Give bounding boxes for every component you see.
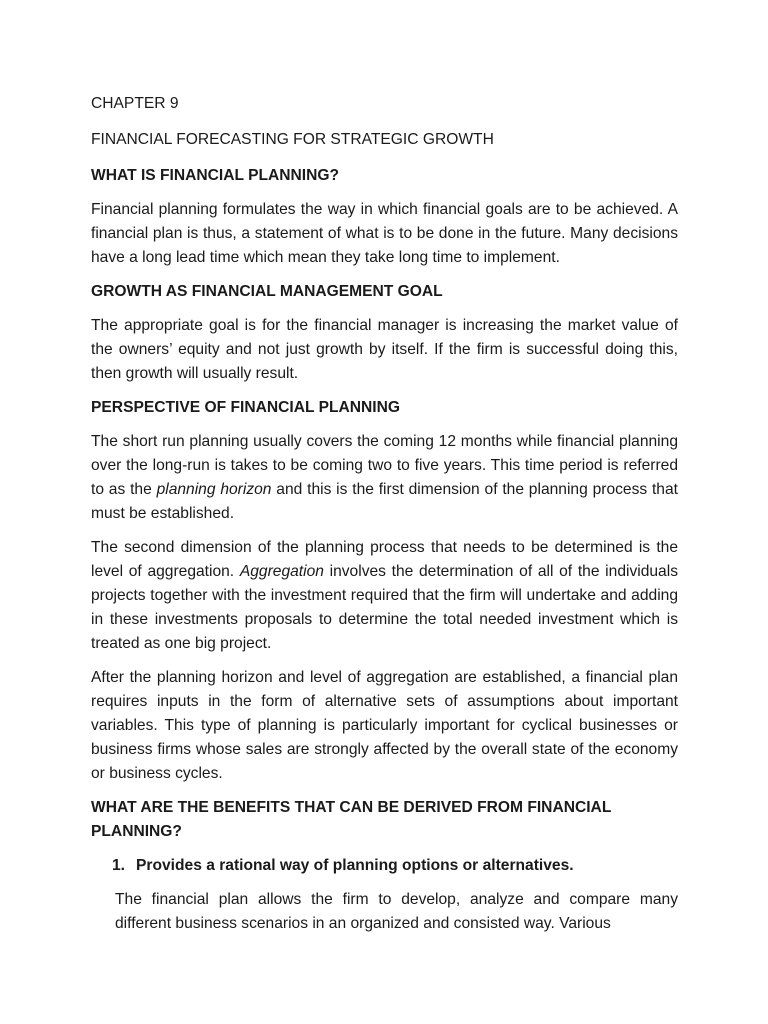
paragraph-aggregation: [91, 536, 678, 656]
paragraph-text: involves the determination of all of the individuals projects together with the investment required that the firm will undertake and adding in these investments proposals to determine the total needed investment which is treated as one big project.: [91, 563, 678, 652]
paragraph-benefit-1: The financial plan allows the firm to develop, analyze and compare many different business scenarios in an organized and consisted way. Various: [115, 891, 678, 932]
paragraph-assumptions: After the planning horizon and level of aggregation are established, a financial plan requires inputs in the form of alternative sets of assumptions about important variables. This type of planning is particularly important for cyclical businesses or business firms whose sales are strongly affected by the overall state of the economy or business cycles.: [91, 669, 678, 782]
section-heading-growth-goal: GROWTH AS FINANCIAL MANAGEMENT GOAL: [91, 283, 443, 300]
document-page: [91, 92, 678, 936]
section-heading-perspective: PERSPECTIVE OF FINANCIAL PLANNING: [91, 399, 401, 416]
paragraph-financial-planning: Financial planning formulates the way in which financial goals are to be achieved. A financial plan is thus, a statement of what is to be done in the future. Many decisions have a long lead time which mean they take long time to implement.: [91, 201, 678, 266]
list-number: 1.: [112, 857, 126, 874]
section-heading-benefits: WHAT ARE THE BENEFITS THAT CAN BE DERIVED FROM FINANCIAL PLANNING?: [91, 799, 612, 840]
paragraph-planning-horizon: [91, 430, 678, 526]
paragraph-text: and this is the first dimension of the planning process that must be established.: [91, 481, 678, 522]
paragraph-text: The short run planning usually covers the coming 12 months while financial planning over the long-run is takes to be coming two to five years. This time period is referred to as the: [91, 433, 678, 498]
list-item-text: Provides a rational way of planning options or alternatives.: [136, 857, 574, 874]
list-item-1: [112, 854, 678, 878]
italic-term-planning-horizon: planning horizon: [156, 481, 272, 498]
section-heading-financial-planning: WHAT IS FINANCIAL PLANNING?: [91, 167, 340, 184]
chapter-label: CHAPTER 9: [91, 95, 179, 112]
italic-term-aggregation: Aggregation: [239, 563, 324, 580]
paragraph-growth-goal: The appropriate goal is for the financial manager is increasing the market value of the owners’ equity and not just growth by itself. If the firm is successful doing this, then growth will usually result.: [91, 317, 678, 382]
chapter-title: FINANCIAL FORECASTING FOR STRATEGIC GROWTH: [91, 131, 494, 148]
paragraph-text: The second dimension of the planning process that needs to be determined is the level of aggregation.: [91, 539, 678, 580]
